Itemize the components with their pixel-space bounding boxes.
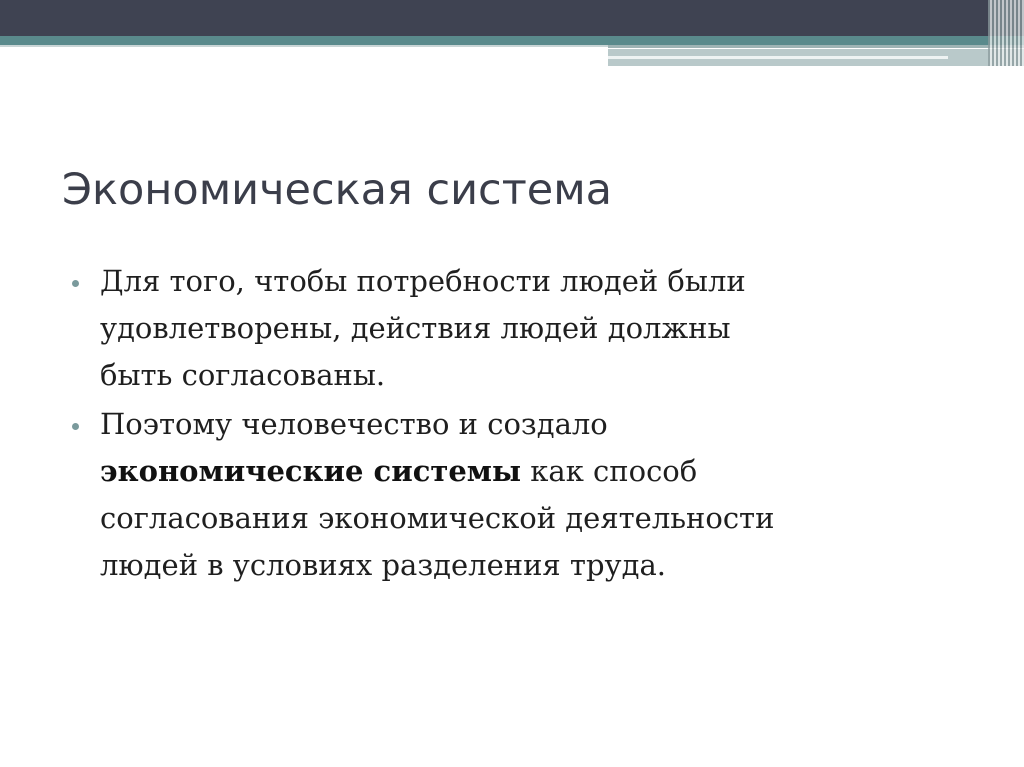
bullet-dot-icon <box>72 423 79 430</box>
header-light-line <box>0 45 608 47</box>
slide-content <box>72 258 972 591</box>
bullet-dot-icon <box>72 280 79 287</box>
bullet-2-line-2 <box>100 448 972 495</box>
bullet-2-line-3: согласования экономической деятельности <box>100 501 775 535</box>
bullet-item-2 <box>72 401 972 589</box>
bullet-1-line-3: быть согласованы. <box>100 358 386 392</box>
header-white-line <box>608 56 948 59</box>
bullet-item-1 <box>72 258 972 399</box>
header-stripes <box>988 0 1024 66</box>
bold-term: экономические системы <box>100 454 522 488</box>
header-thin-bar <box>608 45 1024 48</box>
bullet-1-line-2: удовлетворены, действия людей должны <box>100 311 731 345</box>
bullet-1-line-1: Для того, чтобы потребности людей были <box>100 264 746 298</box>
header-dark-bar <box>0 0 1024 36</box>
slide-title: Экономическая система <box>62 165 612 215</box>
bullet-2-line-4: людей в условиях разделения труда. <box>100 548 666 582</box>
bullet-2-line-2-rest: как способ <box>521 454 698 488</box>
bullet-2-line-1: Поэтому человечество и создало <box>100 407 608 441</box>
header-teal-bar <box>0 36 1024 45</box>
